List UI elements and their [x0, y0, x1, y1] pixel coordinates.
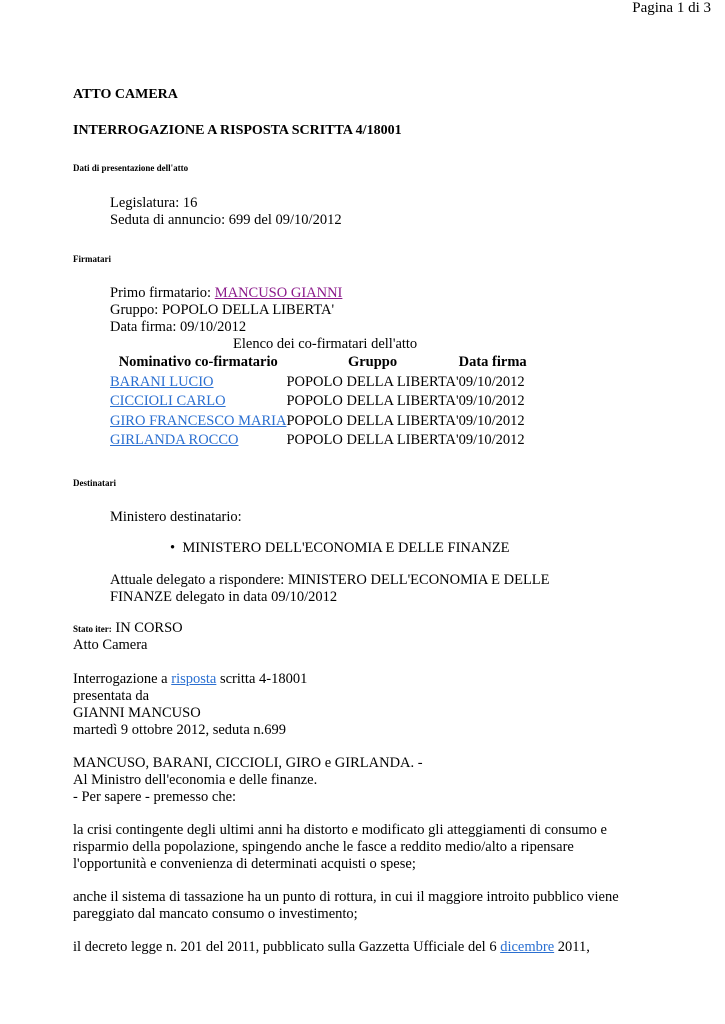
- p1c: - Per sapere - premesso che:: [73, 789, 237, 805]
- interrogazione-line: [73, 671, 307, 688]
- stato-value: IN CORSO: [111, 620, 183, 636]
- ministero-name: MINISTERO DELL'ECONOMIA E DELLE FINANZE: [182, 540, 510, 556]
- row-gruppo: POPOLO DELLA LIBERTA': [286, 412, 459, 429]
- row-data: 09/10/2012: [458, 393, 525, 410]
- dicembre-link[interactable]: dicembre: [500, 939, 555, 955]
- col-data: Data firma: [458, 354, 527, 371]
- table-row: [110, 373, 527, 393]
- bullet-icon: •: [170, 540, 183, 556]
- paragraph-2: la crisi contingente degli ultimi anni ha distorto e modificato gli atteggiamenti di consumo e risparmio della popolazione, spingendo anche le fasce a reddito medio/alto a ripensare l'opportunità e convenienza di determinati acquisti o spese;: [73, 822, 607, 872]
- p1a: MANCUSO, BARANI, CICCIOLI, GIRO e GIRLANDA. -: [73, 755, 423, 771]
- ministero-label: Ministero destinatario:: [110, 509, 242, 525]
- document-title: ATTO CAMERA: [73, 87, 178, 102]
- cofirmatario-link[interactable]: GIRO FRANCESCO MARIA: [110, 412, 287, 429]
- risposta-link[interactable]: risposta: [171, 671, 217, 687]
- row-gruppo: POPOLO DELLA LIBERTA': [286, 393, 459, 410]
- document-subtitle: INTERROGAZIONE A RISPOSTA SCRITTA 4/18001: [73, 123, 402, 138]
- section-label-destinatari: Destinatari: [73, 478, 116, 488]
- delegato: Attuale delegato a rispondere: MINISTERO DELL'ECONOMIA E DELLE FINANZE delegato in data 09/10/2012: [110, 572, 550, 605]
- data-seduta: martedì 9 ottobre 2012, seduta n.699: [73, 722, 287, 738]
- paragraph-3: anche il sistema di tassazione ha un punto di rottura, in cui il maggiore introito pubblico viene pareggiato dal mancato consumo o investimento;: [73, 889, 619, 922]
- autore: GIANNI MANCUSO: [73, 705, 201, 721]
- col-nominativo: Nominativo co-firmatario: [118, 354, 278, 371]
- ministero-item: [170, 540, 510, 557]
- table-row: [110, 431, 527, 451]
- text: il decreto legge n. 201 del 2011, pubblicato sulla Gazzetta Ufficiale del 6: [73, 939, 501, 955]
- table-row: [110, 392, 527, 412]
- primo-label: Primo firmatario:: [110, 285, 215, 301]
- cofirmatario-link[interactable]: GIRLANDA ROCCO: [110, 432, 239, 449]
- text: scritta 4-18001: [216, 671, 308, 687]
- stato-iter: [73, 620, 183, 638]
- gruppo: Gruppo: POPOLO DELLA LIBERTA': [110, 302, 335, 318]
- row-gruppo: POPOLO DELLA LIBERTA': [286, 432, 459, 449]
- text: Interrogazione a: [73, 671, 172, 687]
- primo-firmatario-link[interactable]: MANCUSO GIANNI: [214, 285, 343, 301]
- atto-camera: Atto Camera: [73, 637, 148, 653]
- seduta: Seduta di annuncio: 699 del 09/10/2012: [110, 212, 342, 228]
- row-data: 09/10/2012: [458, 432, 525, 449]
- paragraph-4: [73, 939, 653, 956]
- row-gruppo: POPOLO DELLA LIBERTA': [286, 373, 459, 390]
- stato-label: Stato iter:: [73, 624, 112, 634]
- legislatura: Legislatura: 16: [110, 195, 198, 211]
- data-firma: Data firma: 09/10/2012: [110, 319, 247, 335]
- row-data: 09/10/2012: [458, 373, 525, 390]
- page-indicator: Pagina 1 di 3: [632, 0, 711, 16]
- table-row: [110, 412, 527, 432]
- presentata-da: presentata da: [73, 688, 150, 704]
- row-data: 09/10/2012: [458, 412, 525, 429]
- section-label-presentazione: Dati di presentazione dell'atto: [73, 163, 189, 173]
- cofirmatario-link[interactable]: BARANI LUCIO: [110, 373, 214, 390]
- p1b: Al Ministro dell'economia e delle finanze.: [73, 772, 318, 788]
- elenco-caption: Elenco dei co-firmatari dell'atto: [233, 336, 418, 352]
- primo-firmatario: [110, 285, 342, 302]
- text: 2011,: [554, 939, 590, 955]
- col-gruppo: Gruppo: [347, 354, 398, 371]
- section-label-firmatari: Firmatari: [73, 254, 111, 264]
- table-header: [110, 353, 527, 373]
- cofirmatari-table: [110, 353, 527, 451]
- cofirmatario-link[interactable]: CICCIOLI CARLO: [110, 393, 226, 410]
